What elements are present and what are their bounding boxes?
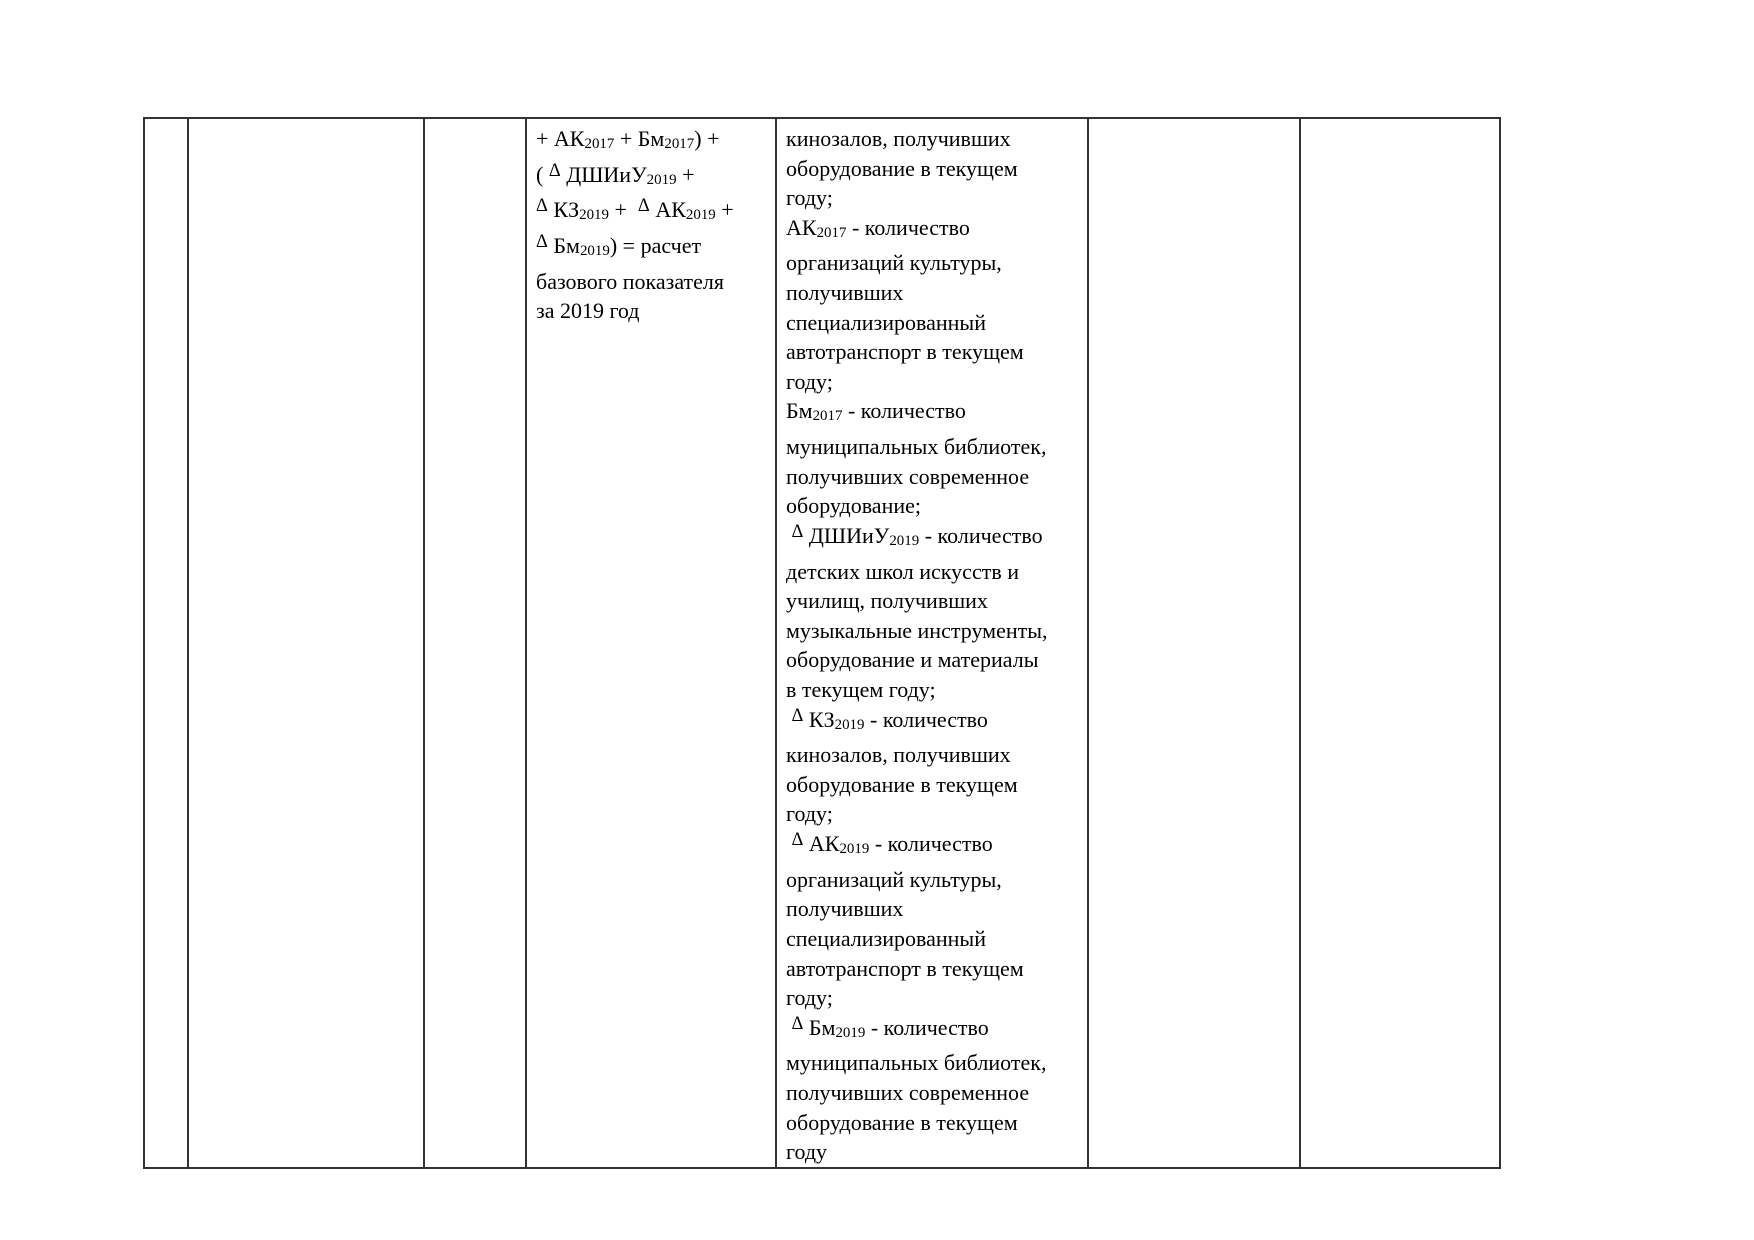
text-line: + АК2017 + Бм2017) + — [536, 126, 720, 153]
text-line: муниципальных библиотек, — [786, 434, 1047, 460]
text-line: оборудование и материалы — [786, 647, 1039, 673]
text-line: специализированный — [786, 309, 986, 335]
subscript: 2019 — [685, 207, 716, 224]
delta-symbol: Δ — [791, 520, 804, 541]
text-line: оборудование в текущем — [786, 155, 1018, 181]
subscript: 2019 — [834, 716, 865, 733]
empty-cell-7 — [1300, 118, 1500, 1168]
text-line: организаций культуры, — [786, 250, 1002, 276]
subscript: 2019 — [835, 1024, 866, 1041]
text-line: Δ КЗ2019 - количество — [786, 705, 1081, 741]
subscript: 2017 — [664, 136, 695, 153]
row-index-cell — [144, 118, 188, 1168]
delta-symbol: Δ — [637, 195, 650, 216]
delta-symbol: Δ — [791, 829, 804, 850]
formula-cell — [526, 118, 776, 1168]
subscript: 2019 — [646, 171, 677, 188]
text-line: Δ АК2019 - количество — [786, 829, 1081, 865]
text-line: автотранспорт в текущем — [786, 955, 1024, 981]
delta-symbol: Δ — [536, 195, 548, 216]
delta-symbol: Δ — [791, 704, 804, 725]
text-line: муниципальных библиотек, — [786, 1050, 1047, 1076]
text-line: кинозалов, получивших — [786, 742, 1011, 768]
text-line: оборудование в текущем — [786, 771, 1018, 797]
table-row — [144, 118, 1500, 1168]
text-line: базового показателя — [536, 268, 724, 294]
text-line: Δ Бм2019) = расчет — [536, 231, 769, 267]
text-line: Δ ДШИиУ2019 - количество — [786, 521, 1081, 557]
subscript: 2017 — [812, 408, 843, 425]
unit-cell — [424, 118, 526, 1168]
text-line: Бм2017 - количество — [786, 398, 966, 425]
text-line: детских школ искусств и — [786, 558, 1019, 584]
text-line: получивших современное — [786, 463, 1030, 489]
text-line: оборудование; — [786, 493, 921, 519]
text-line: году; — [786, 368, 833, 394]
text-line: ( Δ ДШИиУ2019 + — [536, 160, 769, 196]
text-line: автотранспорт в текущем — [786, 339, 1024, 365]
text-line: кинозалов, получивших — [786, 126, 1011, 151]
text-line: году; — [786, 185, 833, 211]
delta-symbol: Δ — [791, 1012, 804, 1033]
indicator-table — [143, 117, 1501, 1169]
text-line: получивших — [786, 280, 904, 306]
text-line: училищ, получивших — [786, 588, 988, 614]
empty-cell-6 — [1088, 118, 1300, 1168]
subscript: 2017 — [816, 224, 847, 241]
subscript: 2019 — [839, 841, 870, 858]
text-line: году; — [786, 801, 833, 827]
subscript: 2019 — [889, 533, 920, 549]
text-line: Δ КЗ2019 + Δ АК2019 + — [536, 195, 769, 231]
subscript: 2019 — [579, 207, 609, 224]
text-line: специализированный — [786, 925, 986, 951]
text-line: АК2017 - количество — [786, 214, 970, 241]
text-line: в текущем году; — [786, 676, 936, 702]
delta-symbol: Δ — [536, 231, 548, 252]
text-line: организаций культуры, — [786, 866, 1002, 892]
subscript: 2019 — [579, 243, 610, 260]
subscript: 2017 — [584, 136, 615, 153]
text-line: получивших — [786, 896, 904, 922]
text-line: оборудование в текущем — [786, 1109, 1018, 1135]
text-line: за 2019 год — [536, 298, 640, 324]
explanation-cell — [776, 118, 1088, 1168]
delta-symbol: Δ — [548, 159, 561, 180]
text-line: году — [786, 1139, 828, 1165]
text-line: получивших современное — [786, 1079, 1030, 1105]
indicator-name-cell — [188, 118, 424, 1168]
text-line: Δ Бм2019 - количество — [786, 1013, 1081, 1049]
text-line: году; — [786, 985, 833, 1011]
text-line: музыкальные инструменты, — [786, 617, 1048, 643]
